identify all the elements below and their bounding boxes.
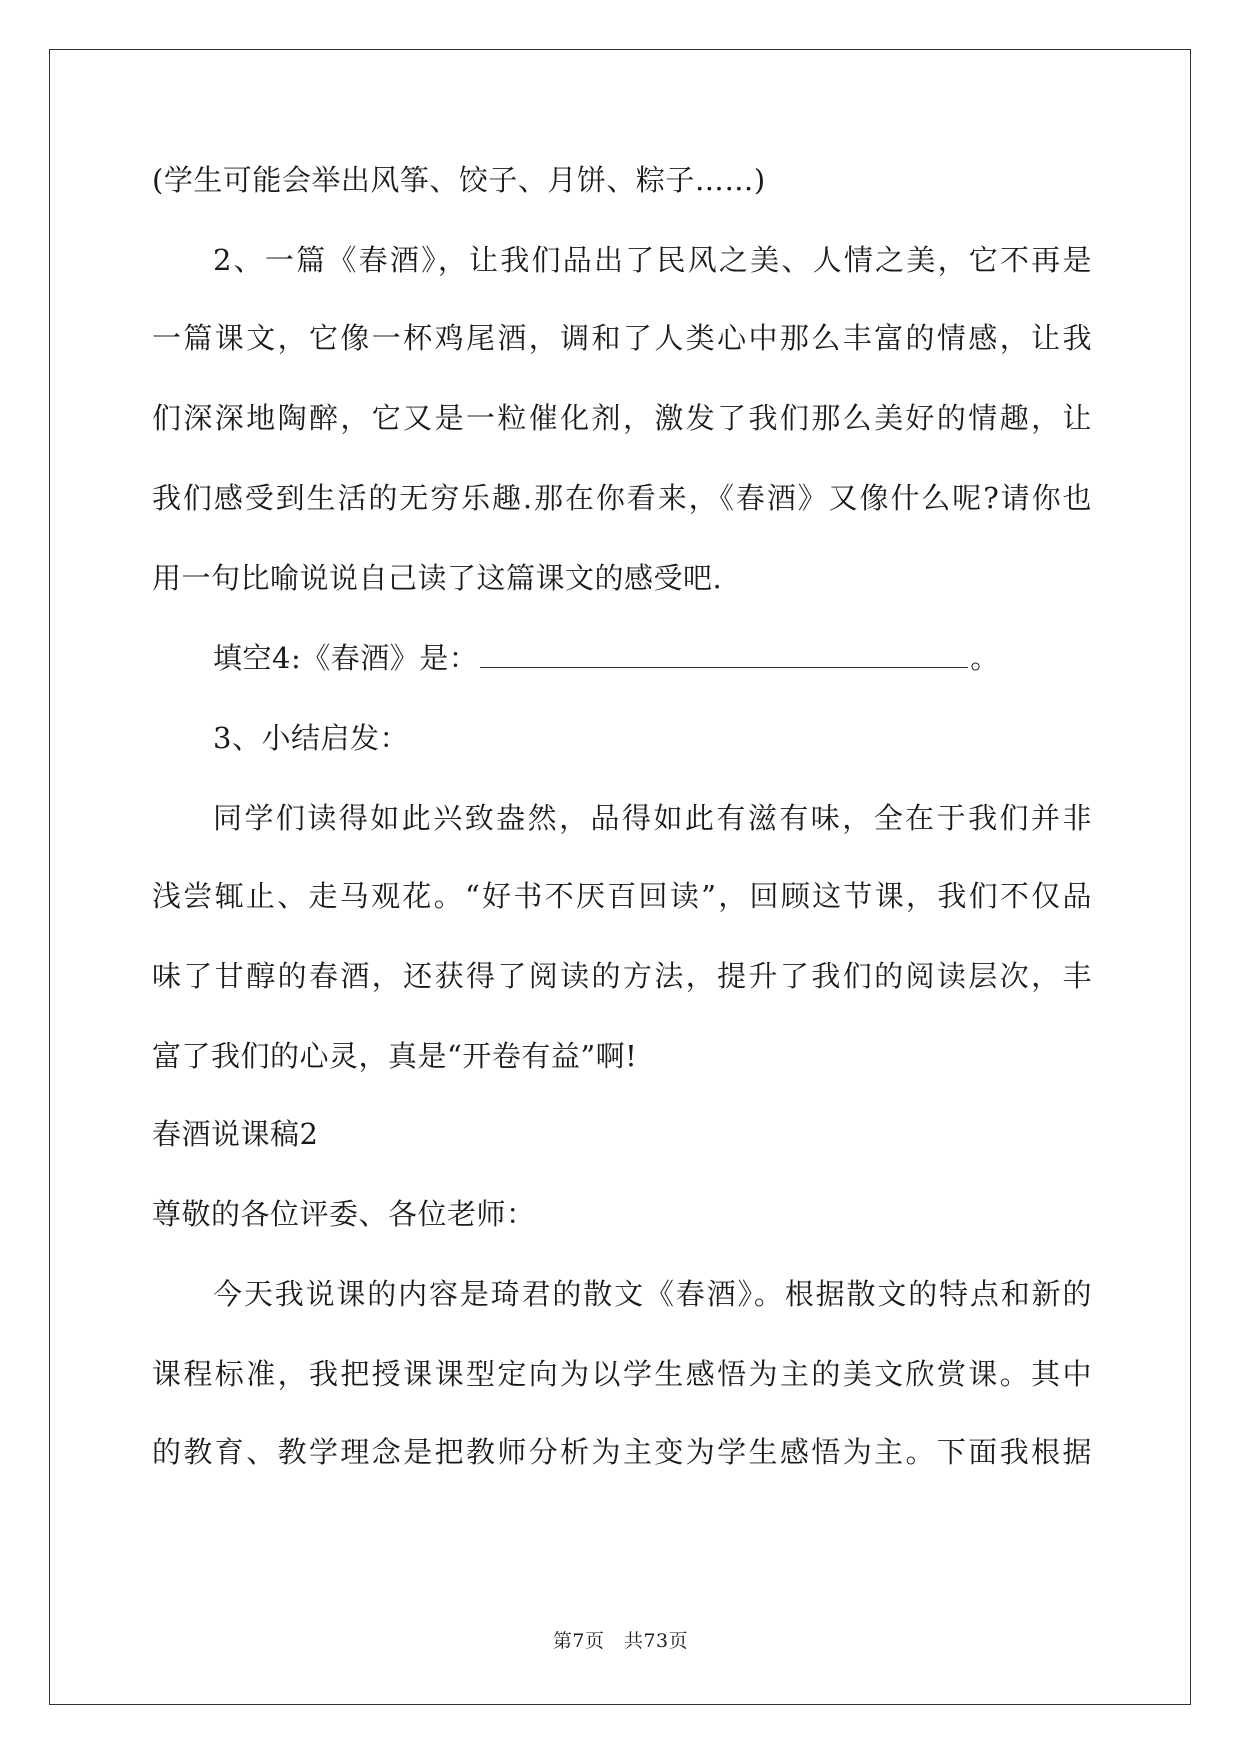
paragraph-line: 我们感受到生活的无穷乐趣.那在你看来，《春酒》又像什么呢?请你也	[152, 481, 1092, 515]
paragraph-line: 们深深地陶醉，它又是一粒催化剂，激发了我们那么美好的情趣，让	[152, 401, 1092, 435]
page-number-footer: 第7页 共73页	[552, 1630, 689, 1652]
salutation: 尊敬的各位评委、各位老师：	[152, 1197, 536, 1231]
paragraph-line: 课程标准，我把授课课型定向为以学生感悟为主的美文欣赏课。其中	[152, 1357, 1092, 1391]
fill-blank-prefix: 填空4:《春酒》是：	[213, 641, 479, 675]
section-heading: 3、小结启发：	[213, 721, 409, 755]
paragraph-line: 2、一篇《春酒》，让我们品出了民风之美、人情之美，它不再是	[213, 243, 1092, 277]
paragraph-line: 今天我说课的内容是琦君的散文《春酒》。根据散文的特点和新的	[213, 1277, 1092, 1311]
paragraph-line: 的教育、教学理念是把教师分析为主变为学生感悟为主。下面我根据	[152, 1435, 1092, 1469]
paragraph-line: 浅尝辄止、走马观花。“好书不厌百回读”，回顾这节课，我们不仅品	[152, 879, 1092, 913]
fill-blank-suffix: 。	[970, 641, 1000, 675]
section-title: 春酒说课稿2	[152, 1117, 319, 1151]
paragraph-line: 用一句比喻说说自己读了这篇课文的感受吧.	[152, 561, 723, 595]
paragraph-line: 一篇课文，它像一杯鸡尾酒，调和了人类心中那么丰富的情感，让我	[152, 321, 1092, 355]
paragraph-line: 味了甘醇的春酒，还获得了阅读的方法，提升了我们的阅读层次，丰	[152, 959, 1092, 993]
answer-blank[interactable]	[480, 641, 968, 668]
paragraph-line: (学生可能会举出风筝、饺子、月饼、粽子……)	[152, 163, 766, 197]
paragraph-line: 同学们读得如此兴致盎然，品得如此有滋有味，全在于我们并非	[213, 801, 1092, 835]
paragraph-line: 富了我们的心灵，真是“开卷有益”啊!	[152, 1039, 638, 1073]
fill-blank-line	[213, 638, 1153, 678]
